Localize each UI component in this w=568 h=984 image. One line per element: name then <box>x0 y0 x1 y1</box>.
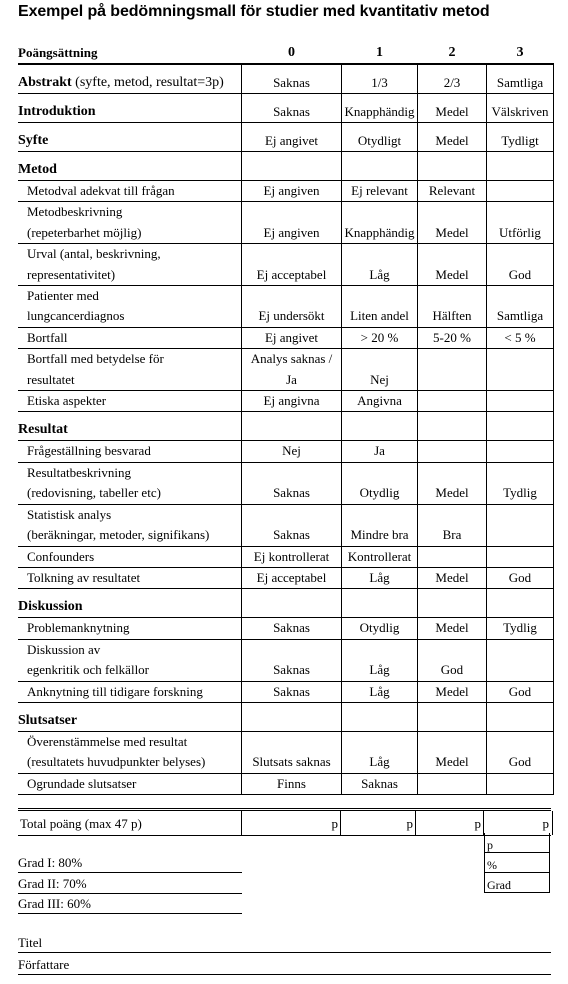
score-cell-text: Nej <box>370 371 389 387</box>
criterion-label-line: Anknytning till tidigare forskning <box>27 683 203 699</box>
score-cell-3[interactable] <box>487 618 554 639</box>
score-cell-text: Saknas <box>273 103 310 119</box>
score-cell-0[interactable] <box>242 244 342 286</box>
score-cell-text: Slutsats saknas <box>252 754 331 770</box>
score-cell-2[interactable] <box>418 94 487 123</box>
criterion-label-line: Urval (antal, beskrivning, <box>27 246 161 262</box>
section-heading-text: Slutsatser <box>18 712 78 728</box>
score-cell-1[interactable] <box>342 152 418 181</box>
score-cell-2[interactable] <box>418 618 487 639</box>
criterion-label-line: (redovisning, tabeller etc) <box>27 485 161 501</box>
score-cell-text: Nej <box>282 443 301 459</box>
score-cell-0[interactable] <box>242 202 342 244</box>
score-cell-text: Medel <box>435 103 469 119</box>
score-cell-text: Låg <box>369 569 390 585</box>
score-cell-2[interactable] <box>418 123 487 152</box>
criterion-label-line: egenkritik och felkällor <box>27 662 150 678</box>
score-cell-text: Otydlig <box>359 485 400 501</box>
score-cell-text: < 5 % <box>504 329 536 345</box>
criterion-label-line: (resultatets huvudpunkter belyses) <box>27 754 206 770</box>
section-heading-text: Metod <box>18 161 57 177</box>
score-cell-text: Samtliga <box>496 74 544 90</box>
score-cell-1[interactable] <box>342 349 418 391</box>
score-cell-text: Välskriven <box>491 103 549 119</box>
score-cell-text: God <box>508 754 532 770</box>
score-cell-text: Medel <box>435 683 469 699</box>
score-cell-3[interactable] <box>487 589 554 618</box>
score-cell-3[interactable] <box>487 64 554 94</box>
score-cell-2[interactable] <box>418 391 487 412</box>
criterion-label-line: Överenstämmelse med resultat <box>27 733 188 749</box>
score-cell-text: Ej angivet <box>264 329 319 345</box>
criterion-row <box>18 349 554 391</box>
score-cell-2[interactable] <box>418 181 487 202</box>
criterion-label-line: Metodbeskrivning <box>27 204 123 220</box>
score-cell-0[interactable] <box>242 702 342 731</box>
score-cell-3[interactable] <box>487 244 554 286</box>
criterion-label <box>18 391 242 412</box>
criterion-row <box>18 244 554 286</box>
score-cell-1[interactable] <box>342 412 418 441</box>
score-cell-0[interactable] <box>242 589 342 618</box>
score-cell-text: Liten andel <box>350 308 409 324</box>
criterion-label <box>18 773 242 794</box>
summary-percent-field[interactable]: % <box>484 853 550 873</box>
score-col-3: 3 <box>516 44 524 60</box>
score-cell-1[interactable] <box>342 567 418 588</box>
criterion-label <box>18 327 242 348</box>
score-cell-text: Ej angivna <box>263 393 320 409</box>
score-cell-0[interactable] <box>242 618 342 639</box>
score-cell-text: Ej angivet <box>264 132 319 148</box>
score-cell-text: Relevant <box>428 183 476 198</box>
criterion-row <box>18 327 554 348</box>
criterion-label <box>18 731 242 773</box>
score-cell-text: Ej angiven <box>263 183 320 198</box>
score-cell-3[interactable] <box>487 681 554 702</box>
score-cell-text: Ej relevant <box>351 183 408 198</box>
score-cell-2[interactable] <box>418 286 487 328</box>
score-cell-text: Bra <box>442 527 462 543</box>
score-cell-0[interactable] <box>242 773 342 794</box>
criterion-label-line: Bortfall <box>27 329 68 345</box>
section-heading <box>18 589 242 618</box>
score-cell-0[interactable] <box>242 441 342 462</box>
score-cell-0[interactable] <box>242 504 342 546</box>
score-cell-text: Saknas <box>273 74 310 90</box>
grade-1-line: Grad I: 80% <box>18 853 242 873</box>
section-row <box>18 702 554 731</box>
section-heading-text: Syfte <box>18 132 49 148</box>
score-cell-2[interactable] <box>418 504 487 546</box>
score-header-label: Poängsättning <box>18 44 98 60</box>
score-cell-1[interactable] <box>342 202 418 244</box>
criterion-row <box>18 681 554 702</box>
total-cell-0[interactable] <box>241 811 341 835</box>
document-title: Exempel på bedömningsmall för studier med kvantitativ metod <box>18 3 490 20</box>
score-cell-text: Utförlig <box>499 224 541 240</box>
score-cell-text: Finns <box>277 775 306 791</box>
total-unit: p <box>542 816 549 831</box>
score-cell-2[interactable] <box>418 349 487 391</box>
score-cell-0[interactable] <box>242 462 342 504</box>
score-cell-text: Otydlig <box>359 620 400 636</box>
score-cell-0[interactable] <box>242 94 342 123</box>
score-cell-0[interactable] <box>242 639 342 681</box>
score-cell-0[interactable] <box>242 546 342 567</box>
score-cell-text: Låg <box>369 662 390 678</box>
total-unit: p <box>474 816 481 831</box>
score-cell-2[interactable] <box>418 567 487 588</box>
score-cell-text: God <box>508 683 532 699</box>
score-cell-3[interactable] <box>487 202 554 244</box>
criterion-row <box>18 462 554 504</box>
score-cell-text: Medel <box>435 569 469 585</box>
score-cell-2[interactable] <box>418 441 487 462</box>
criterion-label-line: resultatet <box>27 371 75 387</box>
score-col-0: 0 <box>288 44 295 60</box>
section-heading-text: Abstrakt <box>18 74 72 90</box>
criterion-label-line: Patienter med <box>27 288 99 304</box>
score-cell-3[interactable] <box>487 462 554 504</box>
criterion-label <box>18 462 242 504</box>
total-unit: p <box>406 816 413 831</box>
score-cell-0[interactable] <box>242 412 342 441</box>
score-cell-3[interactable] <box>487 441 554 462</box>
section-heading-text: Resultat <box>18 422 68 438</box>
score-cell-text: Ja <box>374 443 385 459</box>
score-cell-0[interactable] <box>242 286 342 328</box>
section-row <box>18 412 554 441</box>
score-cell-2[interactable] <box>418 639 487 681</box>
criterion-label-line: Statistisk analys <box>27 506 112 522</box>
score-cell-1[interactable] <box>342 462 418 504</box>
score-cell-text: Tydlig <box>503 485 537 501</box>
criterion-label-line: Ogrundade slutsatser <box>27 775 137 791</box>
grade-3-line: Grad III: 60% <box>18 894 242 914</box>
criterion-label <box>18 181 242 202</box>
grade-2-line: Grad II: 70% <box>18 874 242 894</box>
criterion-label-line: lungcancerdiagnos <box>27 308 125 324</box>
score-cell-2[interactable] <box>418 202 487 244</box>
score-cell-text: Ja <box>286 371 297 387</box>
score-cell-0[interactable] <box>242 731 342 773</box>
score-cell-0[interactable] <box>242 391 342 412</box>
score-cell-text: Medel <box>435 485 469 501</box>
score-cell-text: Medel <box>435 224 469 240</box>
score-cell-text: Knapphändig <box>344 103 415 119</box>
criterion-row <box>18 391 554 412</box>
criterion-label-line: Tolkning av resultatet <box>27 569 141 585</box>
score-cell-2[interactable] <box>418 152 487 181</box>
section-row <box>18 152 554 181</box>
score-cell-text: Kontrollerat <box>347 548 412 564</box>
score-cell-1[interactable] <box>342 618 418 639</box>
score-cell-2[interactable] <box>418 546 487 567</box>
score-cell-text: Saknas <box>361 775 398 791</box>
score-cell-3[interactable] <box>487 731 554 773</box>
score-cell-1[interactable] <box>342 64 418 94</box>
total-cell-3[interactable] <box>483 811 553 835</box>
score-cell-text: Ej acceptabel <box>256 266 327 282</box>
criterion-label-line: Etiska aspekter <box>27 393 107 409</box>
score-cell-text: Medel <box>435 754 469 770</box>
score-cell-2[interactable] <box>418 244 487 286</box>
score-cell-2[interactable] <box>418 64 487 94</box>
score-cell-3[interactable] <box>487 504 554 546</box>
score-cell-text: Samtliga <box>496 308 544 324</box>
score-cell-3[interactable] <box>487 349 554 391</box>
score-cell-text: Tydlig <box>503 620 537 636</box>
score-cell-3[interactable] <box>487 152 554 181</box>
score-cell-text: God <box>440 662 464 678</box>
score-cell-1[interactable] <box>342 773 418 794</box>
criterion-label-line: Confounders <box>27 548 95 564</box>
score-cell-1[interactable] <box>342 391 418 412</box>
score-cell-text: Otydligt <box>357 132 402 148</box>
criterion-row <box>18 618 554 639</box>
score-cell-3[interactable] <box>487 123 554 152</box>
score-cell-text: Saknas <box>273 662 310 678</box>
score-cell-3[interactable] <box>487 546 554 567</box>
total-cell-1[interactable] <box>340 811 416 835</box>
score-cell-text: 1/3 <box>371 74 388 90</box>
criterion-row <box>18 773 554 794</box>
criterion-label <box>18 244 242 286</box>
criterion-label-line: Bortfall med betydelse för <box>27 351 164 367</box>
criterion-label-line: Diskussion av <box>27 641 101 657</box>
score-cell-3[interactable] <box>487 773 554 794</box>
total-unit: p <box>331 816 338 831</box>
score-cell-1[interactable] <box>342 702 418 731</box>
score-cell-1[interactable] <box>342 639 418 681</box>
criterion-label <box>18 349 242 391</box>
score-cell-0[interactable] <box>242 181 342 202</box>
section-heading <box>18 152 242 181</box>
criterion-label <box>18 202 242 244</box>
score-cell-text: Medel <box>435 266 469 282</box>
criterion-label-line: representativitet) <box>27 266 116 282</box>
score-cell-2[interactable] <box>418 412 487 441</box>
criterion-row <box>18 441 554 462</box>
criterion-row <box>18 546 554 567</box>
score-cell-1[interactable] <box>342 286 418 328</box>
score-cell-0[interactable] <box>242 123 342 152</box>
section-heading-text: Diskussion <box>18 598 83 614</box>
criterion-label <box>18 639 242 681</box>
criterion-row <box>18 731 554 773</box>
score-cell-text: Hälften <box>432 308 472 324</box>
score-cell-text: Mindre bra <box>350 527 409 543</box>
score-cell-text: 5-20 % <box>433 329 471 345</box>
total-score-bar <box>18 808 551 836</box>
score-cell-text: Medel <box>435 620 469 636</box>
score-cell-2[interactable] <box>418 589 487 618</box>
criterion-label-line: Resultatbeskrivning <box>27 464 131 480</box>
score-cell-text: Saknas <box>273 683 310 699</box>
score-cell-1[interactable] <box>342 181 418 202</box>
score-cell-text: God <box>508 266 532 282</box>
score-cell-1[interactable] <box>342 589 418 618</box>
score-cell-3[interactable] <box>487 639 554 681</box>
score-cell-3[interactable] <box>487 94 554 123</box>
score-cell-text: God <box>508 569 532 585</box>
score-cell-1[interactable] <box>342 123 418 152</box>
score-cell-2[interactable] <box>418 462 487 504</box>
score-cell-1[interactable] <box>342 94 418 123</box>
section-heading <box>18 94 242 123</box>
section-heading-text: Introduktion <box>18 103 96 119</box>
criterion-label <box>18 681 242 702</box>
criterion-row <box>18 286 554 328</box>
score-cell-text: Medel <box>435 132 469 148</box>
score-cell-0[interactable] <box>242 349 342 391</box>
score-cell-text: Ej angiven <box>263 224 320 240</box>
criterion-label <box>18 441 242 462</box>
criterion-label <box>18 286 242 328</box>
criterion-row <box>18 504 554 546</box>
score-cell-text: Ej undersökt <box>258 308 325 324</box>
score-cell-1[interactable] <box>342 244 418 286</box>
score-cell-text: 2/3 <box>443 74 461 90</box>
score-cell-text: Ej acceptabel <box>256 569 327 585</box>
criterion-label <box>18 567 242 588</box>
total-score-label: Total poäng (max 47 p) <box>20 816 142 831</box>
summary-points-field[interactable]: p <box>484 833 550 853</box>
score-cell-3[interactable] <box>487 181 554 202</box>
score-cell-1[interactable] <box>342 731 418 773</box>
score-cell-text: Knapphändig <box>344 224 415 240</box>
section-row <box>18 64 554 94</box>
score-cell-3[interactable] <box>487 412 554 441</box>
score-cell-3[interactable] <box>487 286 554 328</box>
criterion-label <box>18 618 242 639</box>
criterion-label <box>18 546 242 567</box>
section-heading <box>18 123 242 152</box>
score-cell-text: > 20 % <box>360 329 399 345</box>
assessment-table <box>18 41 554 795</box>
score-cell-text: Analys saknas / <box>250 351 333 367</box>
criterion-row <box>18 639 554 681</box>
score-cell-2[interactable] <box>418 702 487 731</box>
section-row <box>18 589 554 618</box>
summary-grade-field[interactable]: Grad <box>484 873 550 893</box>
score-cell-1[interactable] <box>342 546 418 567</box>
score-cell-0[interactable] <box>242 152 342 181</box>
criterion-row <box>18 181 554 202</box>
section-row <box>18 94 554 123</box>
score-col-2: 2 <box>448 44 456 60</box>
score-cell-0[interactable] <box>242 64 342 94</box>
score-cell-text: Saknas <box>273 620 310 636</box>
score-cell-2[interactable] <box>418 773 487 794</box>
score-cell-text: Ej kontrollerat <box>253 548 330 564</box>
criterion-label <box>18 504 242 546</box>
score-cell-1[interactable] <box>342 504 418 546</box>
score-cell-text: Saknas <box>273 485 310 501</box>
score-cell-2[interactable] <box>418 681 487 702</box>
score-col-1: 1 <box>376 44 383 60</box>
score-cell-1[interactable] <box>342 681 418 702</box>
section-heading <box>18 64 242 94</box>
criterion-row <box>18 567 554 588</box>
score-cell-0[interactable] <box>242 681 342 702</box>
criterion-label-line: Metodval adekvat till frågan <box>27 183 175 198</box>
section-heading-note: (syfte, metod, resultat=3p) <box>71 74 224 90</box>
score-cell-text: Saknas <box>273 527 310 543</box>
section-row <box>18 123 554 152</box>
score-cell-text: Låg <box>369 683 390 699</box>
score-cell-0[interactable] <box>242 567 342 588</box>
score-header-row <box>18 41 554 64</box>
score-cell-2[interactable] <box>418 327 487 348</box>
criterion-row <box>18 202 554 244</box>
score-cell-text: Låg <box>369 266 390 282</box>
author-field[interactable]: Författare <box>18 956 551 975</box>
criterion-label-line: (repeterbarhet möjlig) <box>27 224 142 240</box>
score-cell-3[interactable] <box>487 567 554 588</box>
criterion-label-line: Problemanknytning <box>27 620 130 636</box>
total-cell-2[interactable] <box>415 811 484 835</box>
title-field[interactable]: Titel <box>18 934 551 953</box>
score-cell-0[interactable] <box>242 327 342 348</box>
section-heading <box>18 412 242 441</box>
score-cell-3[interactable] <box>487 391 554 412</box>
criterion-label-line: (beräkningar, metoder, signifikans) <box>27 527 210 543</box>
criterion-label-line: Frågeställning besvarad <box>27 443 151 459</box>
score-cell-text: Angivna <box>357 393 402 409</box>
score-cell-3[interactable] <box>487 702 554 731</box>
section-heading <box>18 702 242 731</box>
score-cell-text: Låg <box>369 754 390 770</box>
score-cell-text: Tydligt <box>501 132 539 148</box>
score-cell-1[interactable] <box>342 327 418 348</box>
score-cell-2[interactable] <box>418 731 487 773</box>
score-cell-1[interactable] <box>342 441 418 462</box>
score-cell-3[interactable] <box>487 327 554 348</box>
